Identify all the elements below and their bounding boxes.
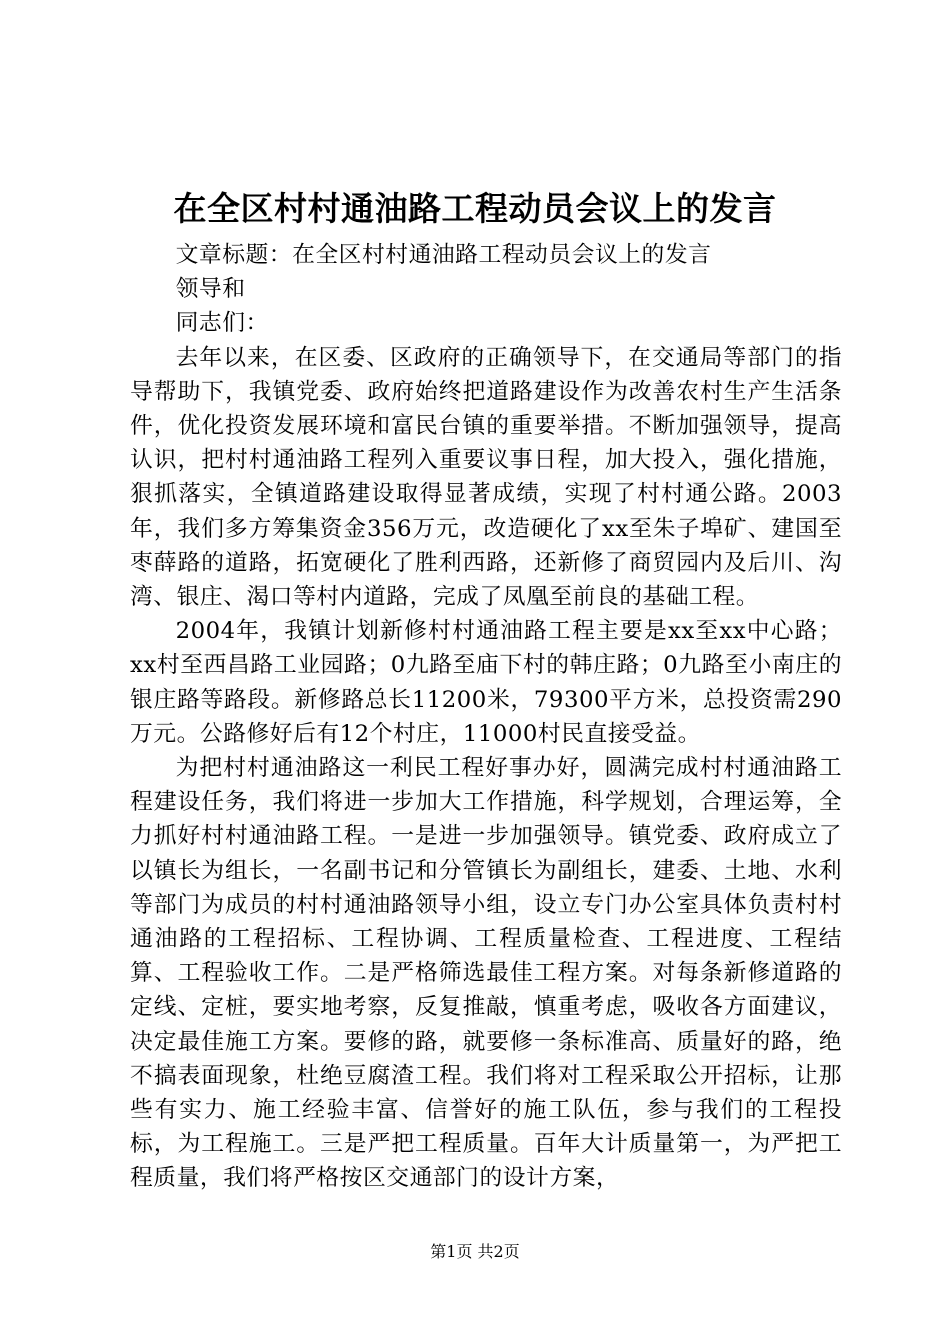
salutation-line-2: 同志们：	[175, 310, 269, 337]
article-title-line: 文章标题：在全区村村通油路工程动员会议上的发言	[175, 242, 712, 268]
body-paragraph: 2004年，我镇计划新修村村通油路工程主要是xx至xx中心路；xx村至西昌路工业园路；0九路至庙下村的韩庄路；0九路至小南庄的银庄路等路段。新修路总长11200米，79300平方米，总投资需290万元。公路修好后有12个村庄，11000村民直接受益。	[130, 618, 842, 747]
salutation-line-1: 领导和	[175, 276, 246, 303]
body-paragraph: 为把村村通油路这一利民工程好事办好，圆满完成村村通油路工程建设任务，我们将进一步加大工作措施，科学规划，合理运筹，全力抓好村村通油路工程。一是进一步加强领导。镇党委、政府成立了以镇长为组长，一名副书记和分管镇长为副组长，建委、土地、水利等部门为成员的村村通油路领导小组，设立专门办公室具体负责村村通油路的工程招标、工程协调、工程质量检查、工程进度、工程结算、工程验收工作。二是严格筛选最佳工程方案。对每条新修道路的定线、定桩，要实地考察，反复推敲，慎重考虑，吸收各方面建议，决定最佳施工方案。要修的路，就要修一条标准高、质量好的路，绝不搞表面现象，杜绝豆腐渣工程。我们将对工程采取公开招标，让那些有实力、施工经验丰富、信誉好的施工队伍，参与我们的工程投标，为工程施工。三是严把工程质量。百年大计质量第一，为严把工程质量，我们将严格按区交通部门的设计方案，	[130, 755, 842, 1192]
document-body	[130, 238, 842, 1196]
body-paragraph: 去年以来，在区委、区政府的正确领导下，在交通局等部门的指导帮助下，我镇党委、政府始终把道路建设作为改善农村生产生活条件，优化投资发展环境和富民台镇的重要举措。不断加强领导，提高认识，把村村通油路工程列入重要议事日程，加大投入，强化措施，狠抓落实，全镇道路建设取得显著成绩，实现了村村通公路。2003年，我们多方筹集资金356万元，改造硬化了xx至朱子埠矿、建国至枣薛路的道路，拓宽硬化了胜利西路，还新修了商贸园内及后川、沟湾、银庄、渴口等村内道路，完成了凤凰至前良的基础工程。	[130, 344, 842, 611]
document-title: 在全区村村通油路工程动员会议上的发言	[173, 189, 777, 228]
page-number-footer: 第1页 共2页	[430, 1242, 520, 1261]
